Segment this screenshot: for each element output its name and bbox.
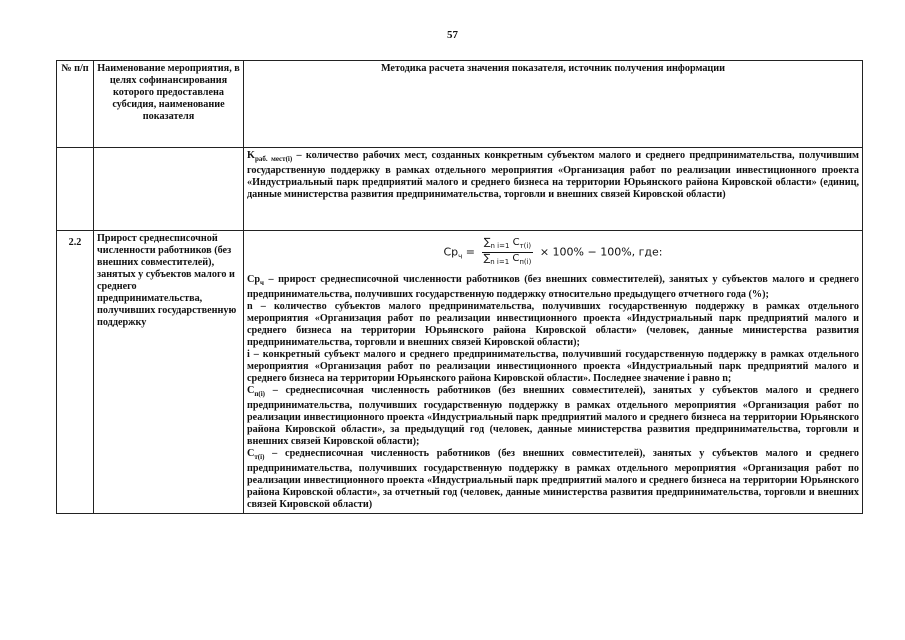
denominator-var-sub: п(i) — [519, 258, 532, 266]
header-method: Методика расчета значения показателя, источник получения информации — [244, 61, 863, 148]
definition-crch: $Cp_ч$ – прирост среднесписочной численности работников (без внешних совместителей), занятых у субъектов малого и среднего предпринимательства, получивших государственную поддержку относительно предыдущего отчетного года (%); — [247, 274, 859, 301]
formula-eq: = — [462, 245, 479, 259]
formula-fraction — [482, 237, 534, 268]
formula-tail: × 100% − 100%, где: — [536, 245, 663, 259]
table-header-row — [57, 61, 863, 148]
page-number: 57 — [447, 29, 458, 41]
header-event-name: Наименование мероприятия, в целях софинансирования которого предоставлена субсидия, наименование показателя — [94, 61, 244, 148]
formula-denominator — [482, 253, 534, 268]
numerator-var-sub: т(i) — [519, 242, 532, 250]
formula-lhs: Cp — [443, 245, 459, 259]
var-k: K — [247, 150, 255, 161]
row2-name: Прирост среднесписочной численности работников (без внешних совместителей), занятых у субъектов малого и среднего предпринимательства, получивших государственную поддержку — [94, 231, 244, 514]
row1-name — [94, 148, 244, 231]
header-number: № п/п — [57, 61, 94, 148]
definition-n: n – количество субъектов малого предпринимательства, получивших государственную поддержку в рамках отдельного мероприятия «Организация работ по реализации инвестиционного проекта «Индустриальный парк предприятий малого и среднего бизнеса на территории Юрьянского района Кировской области» (человек, данные министерства развития предпринимательства, торговли и внешних связей Кировской области); — [247, 301, 859, 349]
formula-numerator — [482, 237, 534, 253]
sum-symbol: ∑ — [483, 253, 491, 264]
definition-i: i – конкретный субъект малого и среднего предпринимательства, получивший государственную поддержку в рамках отдельного мероприятия «Организация работ по реализации инвестиционного проекта «Индустриальный парк предприятий малого и среднего бизнеса на территории Юрьянского района Кировской области». Последнее значение i равно n; — [247, 349, 859, 385]
row1-method — [244, 148, 863, 231]
row2-number: 2.2 — [57, 231, 94, 514]
formula-lhs-sub: ч — [458, 252, 463, 261]
sum-symbol: ∑ — [483, 237, 491, 248]
table-row — [57, 148, 863, 231]
row1-text: – количество рабочих мест, созданных конкретным субъектом малого и среднего предпринимательства, получившим государственную поддержку в рамках отдельного мероприятия «Организация работ по реализации инвестиционного проекта «Индустриальный парк предприятий малого и среднего бизнеса на территории Юрьянского района Кировской области» (единиц, данные министерства развития предпринимательства, торговли и внешних связей Кировской области) — [247, 150, 859, 201]
var-k-sub: раб. мест(i) — [254, 155, 293, 164]
definition-ct: $C_{т(i)}$ – среднесписочная численность работников (без внешних совместителей), занятых у субъектов малого и среднего предпринимательства, получивших государственную поддержку в рамках отдельного мероприятия «Организация работ по реализации инвестиционного проекта «Индустриальный парк предприятий малого и среднего бизнеса на территории Юрьянского района Кировской области», за отчетный год (человек, данные министерства развития предпринимательства, торговли и внешних связей Кировской области) — [247, 448, 859, 511]
definition-cp: $C_{п(i)}$ – среднесписочная численность работников (без внешних совместителей), занятых у субъектов малого и среднего предпринимательства, получивших государственную поддержку в рамках отдельного мероприятия «Организация работ по реализации инвестиционного проекта «Индустриальный парк предприятий малого и среднего бизнеса на территории Юрьянского района Кировской области», за предыдущий год (человек, данные министерства развития предпринимательства, торговли и внешних связей Кировской области); — [247, 385, 859, 448]
formula — [247, 233, 859, 274]
denominator-var: C — [512, 253, 520, 264]
sum-limits: n i=1 — [490, 258, 510, 266]
table-row — [57, 231, 863, 514]
methodology-table — [56, 60, 863, 514]
row1-number — [57, 148, 94, 231]
numerator-var: C — [512, 237, 520, 248]
row2-method — [244, 231, 863, 514]
sum-limits: n i=1 — [490, 242, 510, 250]
